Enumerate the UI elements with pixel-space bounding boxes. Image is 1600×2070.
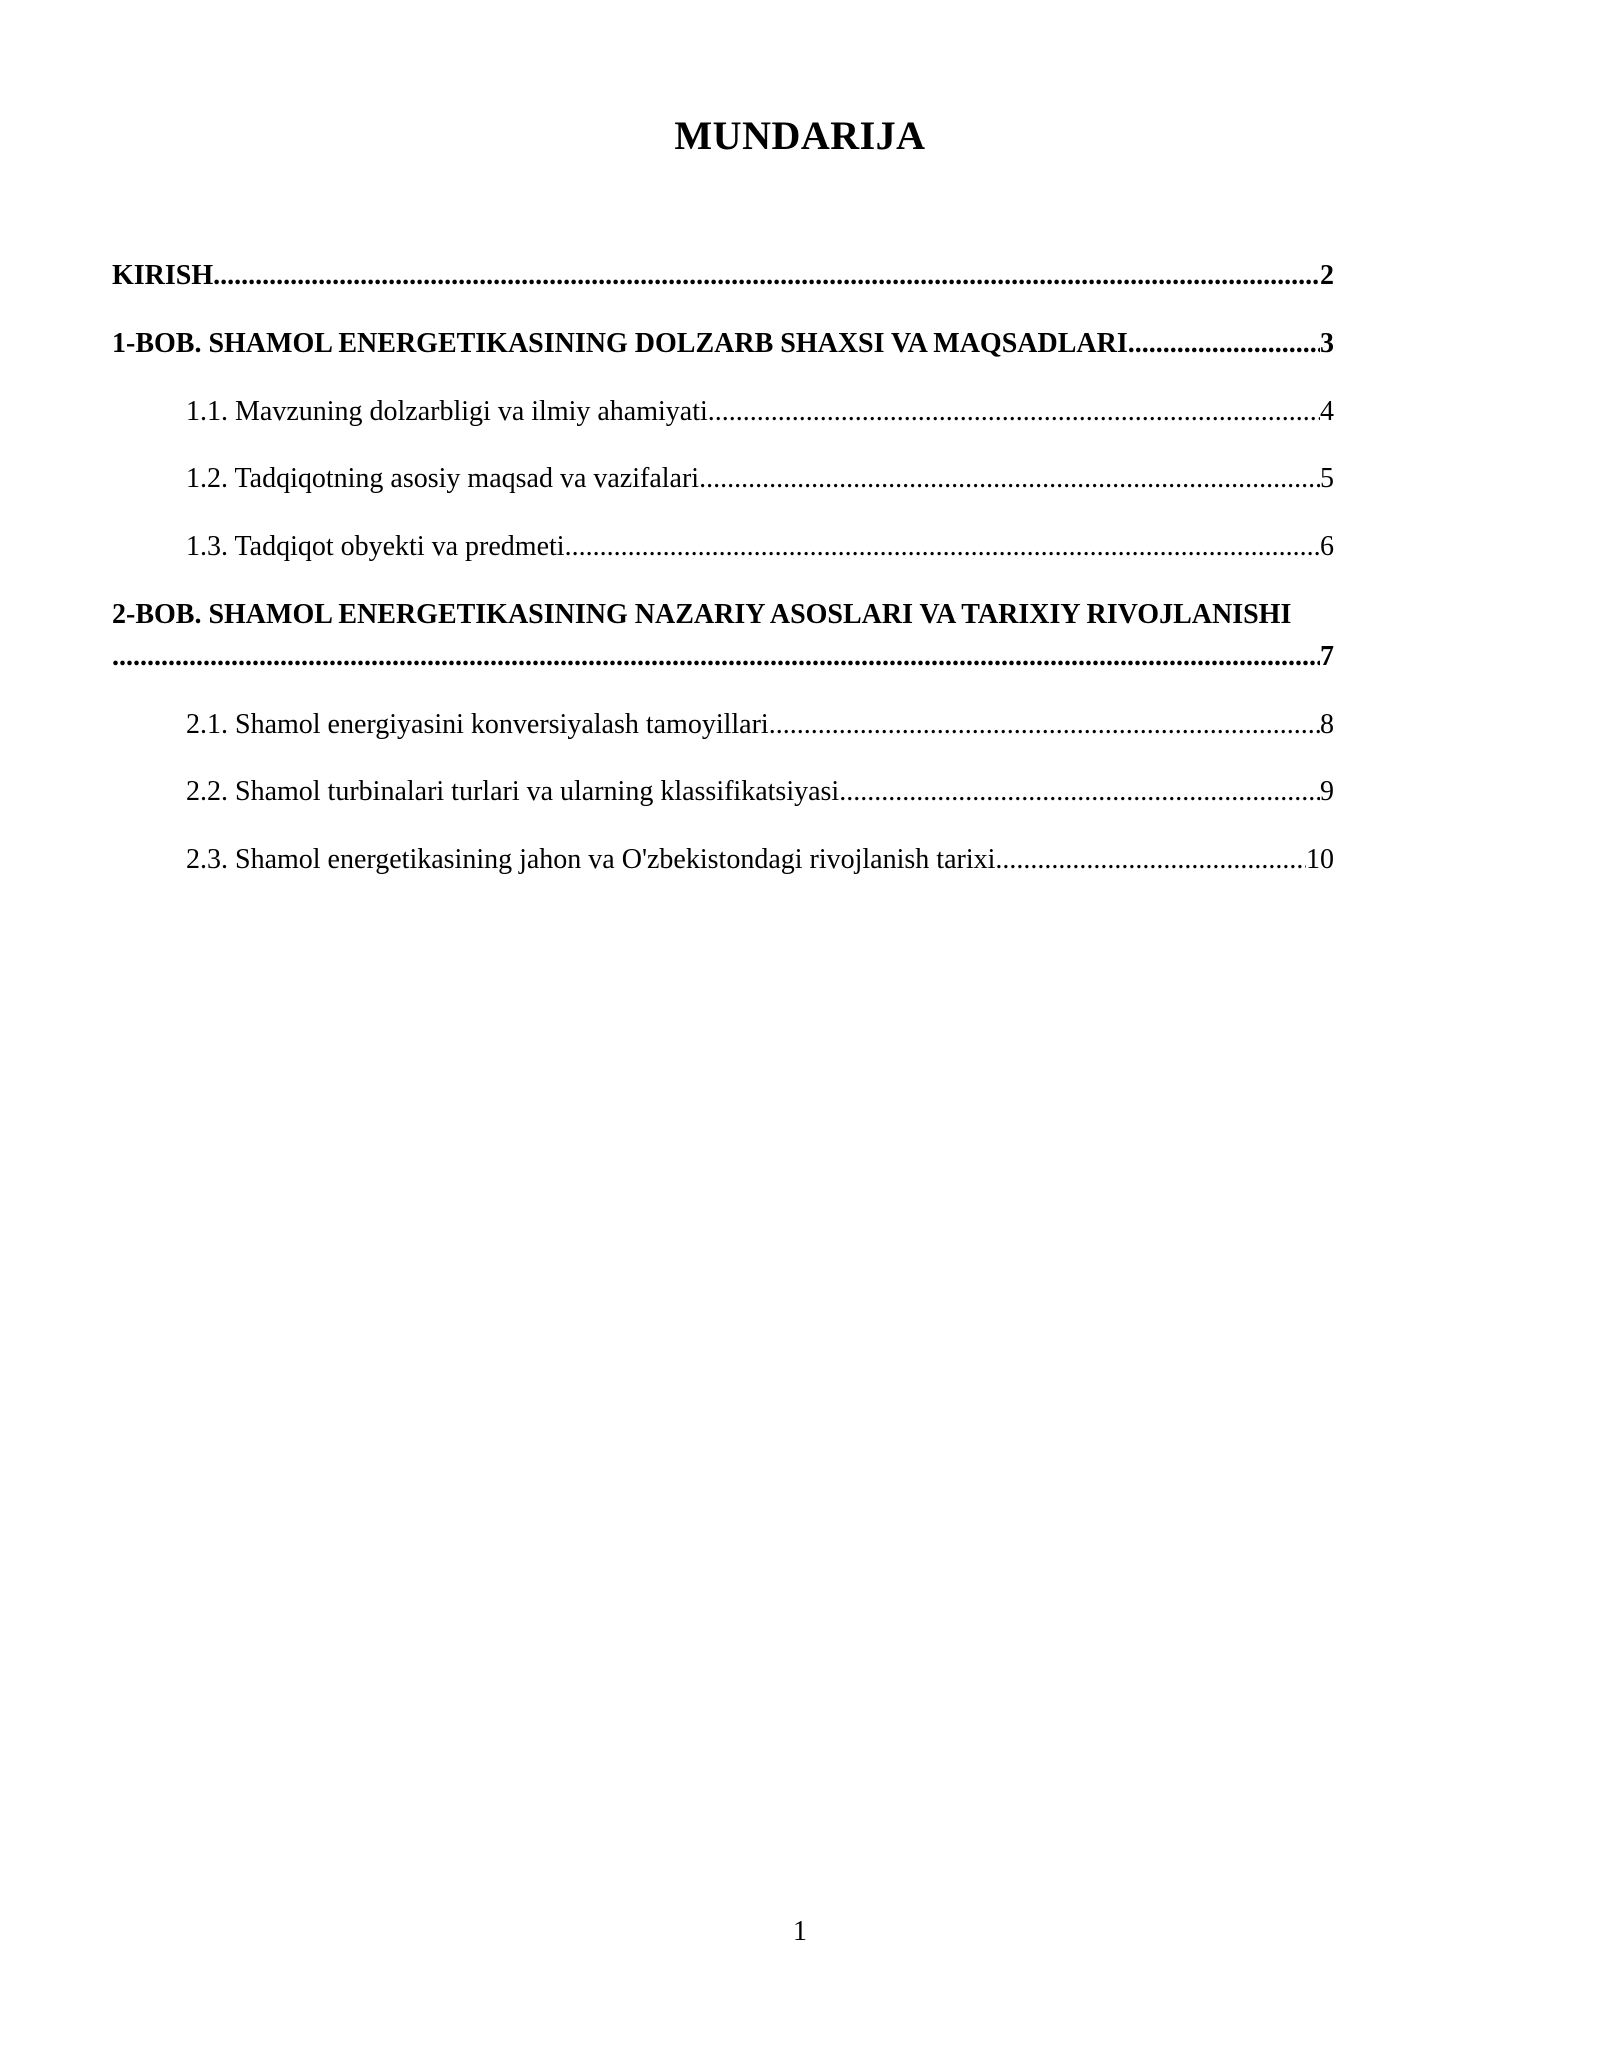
toc-page-number: 4 — [1320, 396, 1334, 427]
toc-entry-label: 1.2. Tadqiqotning asosiy maqsad va vazifalari — [186, 463, 700, 494]
toc-entry-label: 2.3. Shamol energetikasining jahon va O'zbekistondagi rivojlanish tarixi — [186, 844, 996, 875]
dot-leader — [769, 705, 1320, 745]
footer-page-number: 1 — [793, 1916, 807, 1947]
toc-page-number: 2 — [1320, 260, 1334, 291]
toc-entry-label: 1.3. Tadqiqot obyekti va predmeti — [186, 531, 565, 562]
dot-leader — [112, 637, 1320, 677]
toc-entry-kirish[interactable] — [112, 256, 1334, 296]
toc-entry-label: 1.1. Mavzuning dolzarbligi va ilmiy ahamiyati — [186, 396, 708, 427]
toc-page-number: 9 — [1320, 776, 1334, 807]
toc-entry-section-2-1[interactable] — [186, 705, 1334, 745]
dot-leader — [1128, 324, 1320, 364]
dot-leader — [708, 392, 1320, 432]
dot-leader — [995, 840, 1306, 880]
toc-page-number: 6 — [1320, 531, 1334, 562]
dot-leader — [839, 772, 1320, 812]
dot-leader — [213, 256, 1320, 296]
dot-leader — [565, 527, 1320, 567]
toc-entry-section-1-1[interactable] — [186, 392, 1334, 432]
toc-entry-chapter-2[interactable] — [112, 637, 1334, 677]
toc-entry-section-1-2[interactable] — [186, 459, 1334, 499]
toc-entry-section-2-2[interactable] — [186, 772, 1334, 812]
page-title: MUNDARIJA — [674, 113, 926, 158]
dot-leader — [699, 459, 1320, 499]
toc-page-number: 8 — [1320, 709, 1334, 740]
toc-entry-label: 2.1. Shamol energiyasini konversiyalash tamoyillari — [186, 709, 769, 740]
toc-entry-label: KIRISH — [112, 260, 214, 291]
toc-page-number: 10 — [1306, 844, 1334, 875]
toc-page-number: 5 — [1320, 463, 1334, 494]
toc-entry-section-1-3[interactable] — [186, 527, 1334, 567]
toc-entry-chapter-2-label[interactable]: 2-BOB. SHAMOL ENERGETIKASINING NAZARIY ASOSLARI VA TARIXIY RIVOJLANISHI — [112, 599, 1292, 630]
toc-page-number: 7 — [1320, 641, 1334, 672]
toc-entry-chapter-1[interactable] — [112, 324, 1334, 364]
toc-entry-label: 2.2. Shamol turbinalari turlari va ularning klassifikatsiyasi — [186, 776, 840, 807]
toc-entry-section-2-3[interactable] — [186, 840, 1334, 880]
toc-page-number: 3 — [1320, 328, 1334, 359]
toc-entry-label: 1-BOB. SHAMOL ENERGETIKASINING DOLZARB SHAXSI VA MAQSADLARI — [112, 328, 1128, 359]
